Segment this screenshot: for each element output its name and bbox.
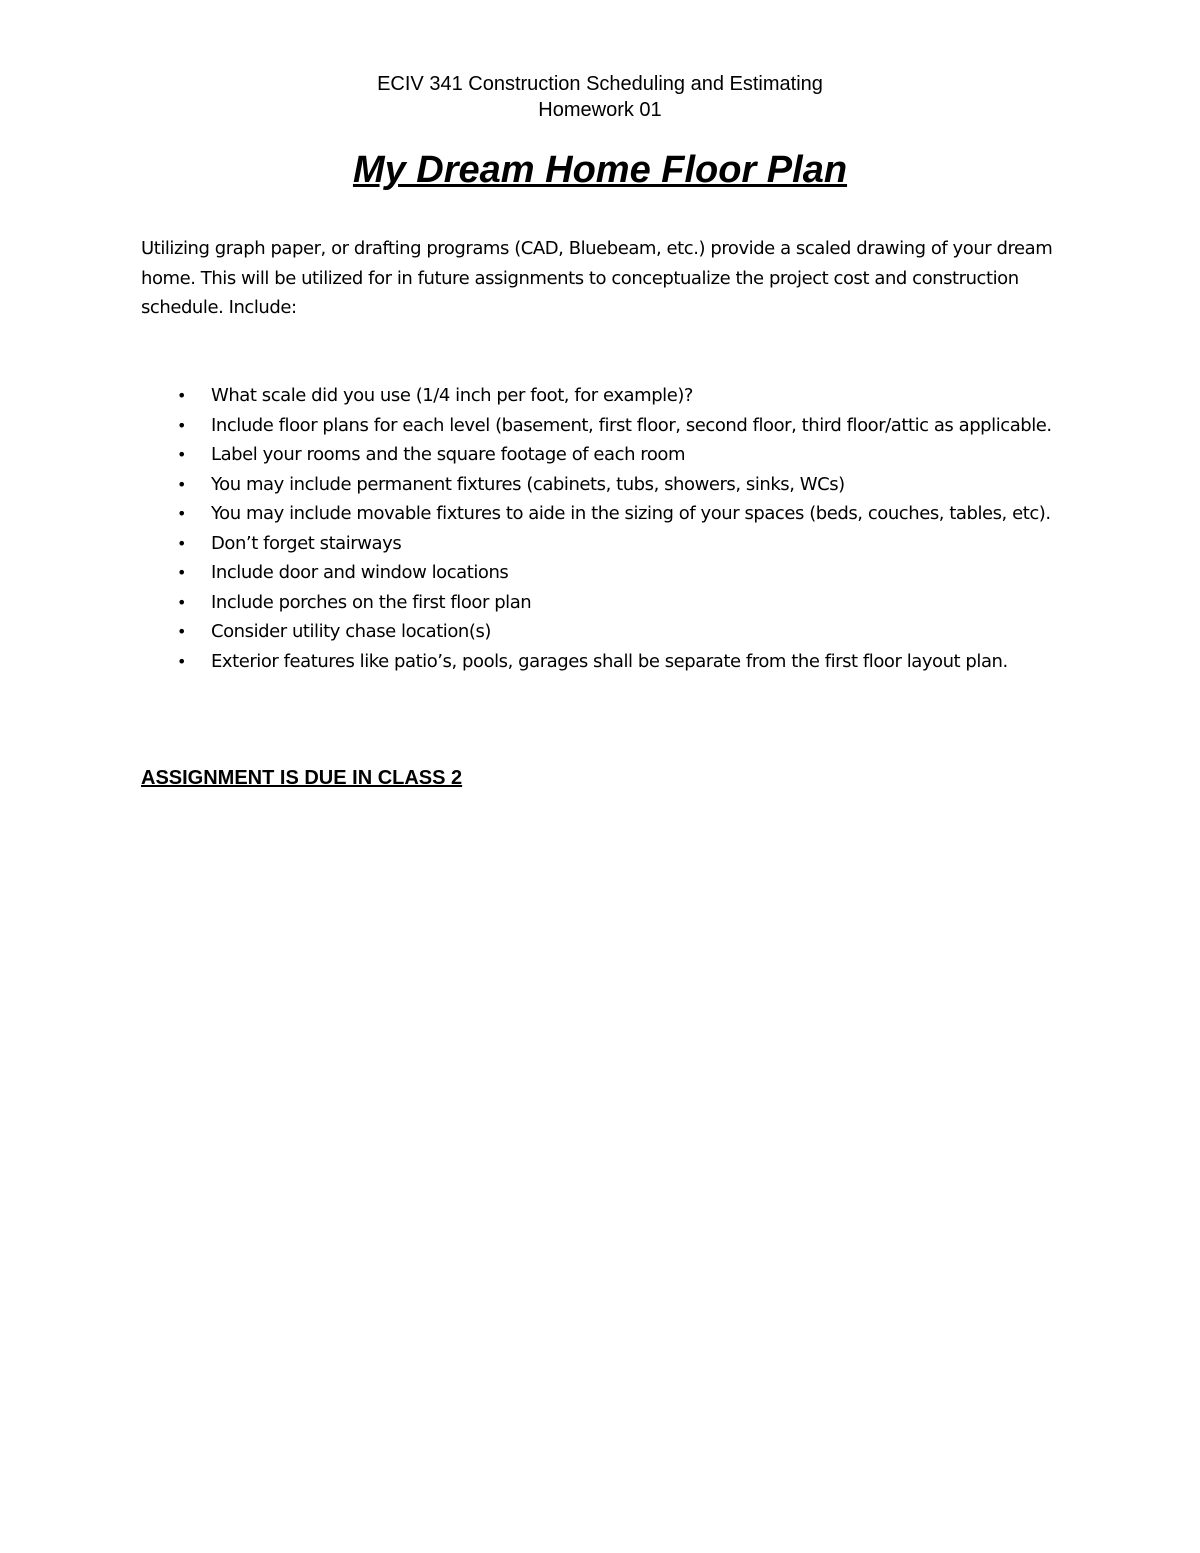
list-item bbox=[141, 440, 1081, 470]
list-item-text: You may include movable fixtures to aide in the sizing of your spaces (beds, couches, tables, etc). bbox=[211, 503, 1051, 524]
list-item bbox=[141, 588, 1081, 618]
page-title: My Dream Home Floor Plan bbox=[352, 149, 848, 191]
requirements-list bbox=[141, 381, 1081, 676]
intro-paragraph: Utilizing graph paper, or drafting programs (CAD, Bluebeam, etc.) provide a scaled drawing of your dream home. This will be utilized for in future assignments to conceptualize the project cost and construction schedule. Include: bbox=[141, 238, 1053, 318]
list-item-text: What scale did you use (1/4 inch per foot, for example)? bbox=[211, 385, 694, 406]
list-item bbox=[141, 411, 1081, 441]
list-item-text: Don’t forget stairways bbox=[211, 532, 402, 554]
bullet-icon: • bbox=[177, 474, 186, 494]
bullet-icon: • bbox=[177, 533, 186, 553]
bullet-icon: • bbox=[177, 415, 186, 435]
list-item bbox=[141, 558, 1081, 588]
homework-label: Homework 01 bbox=[538, 99, 662, 121]
list-item-text: Exterior features like patio’s, pools, garages shall be separate from the first floor layout plan. bbox=[211, 650, 1008, 672]
bullet-icon: • bbox=[177, 563, 186, 582]
course-title: ECIV 341 Construction Scheduling and Estimating bbox=[377, 73, 823, 95]
list-item bbox=[141, 617, 1081, 647]
list-item-text: You may include permanent fixtures (cabinets, tubs, showers, sinks, WCs) bbox=[211, 473, 845, 495]
list-item-text: Label your rooms and the square footage of each room bbox=[211, 444, 686, 465]
list-item bbox=[141, 529, 1081, 559]
list-item bbox=[141, 470, 1081, 500]
bullet-icon: • bbox=[177, 445, 186, 464]
bullet-icon: • bbox=[177, 592, 186, 612]
due-notice: ASSIGNMENT IS DUE IN CLASS 2 bbox=[141, 767, 463, 789]
bullet-icon: • bbox=[177, 504, 186, 523]
list-item bbox=[141, 499, 1081, 529]
bullet-icon: • bbox=[177, 651, 186, 671]
list-item bbox=[141, 647, 1081, 677]
list-item-text: Include porches on the first floor plan bbox=[211, 591, 532, 613]
list-item-text: Include door and window locations bbox=[211, 562, 509, 583]
list-item-text: Include floor plans for each level (basement, first floor, second floor, third floor/attic as applicable. bbox=[211, 414, 1052, 436]
bullet-icon: • bbox=[177, 386, 186, 405]
bullet-icon: • bbox=[177, 622, 186, 641]
list-item bbox=[141, 381, 1081, 411]
list-item-text: Consider utility chase location(s) bbox=[211, 621, 491, 642]
